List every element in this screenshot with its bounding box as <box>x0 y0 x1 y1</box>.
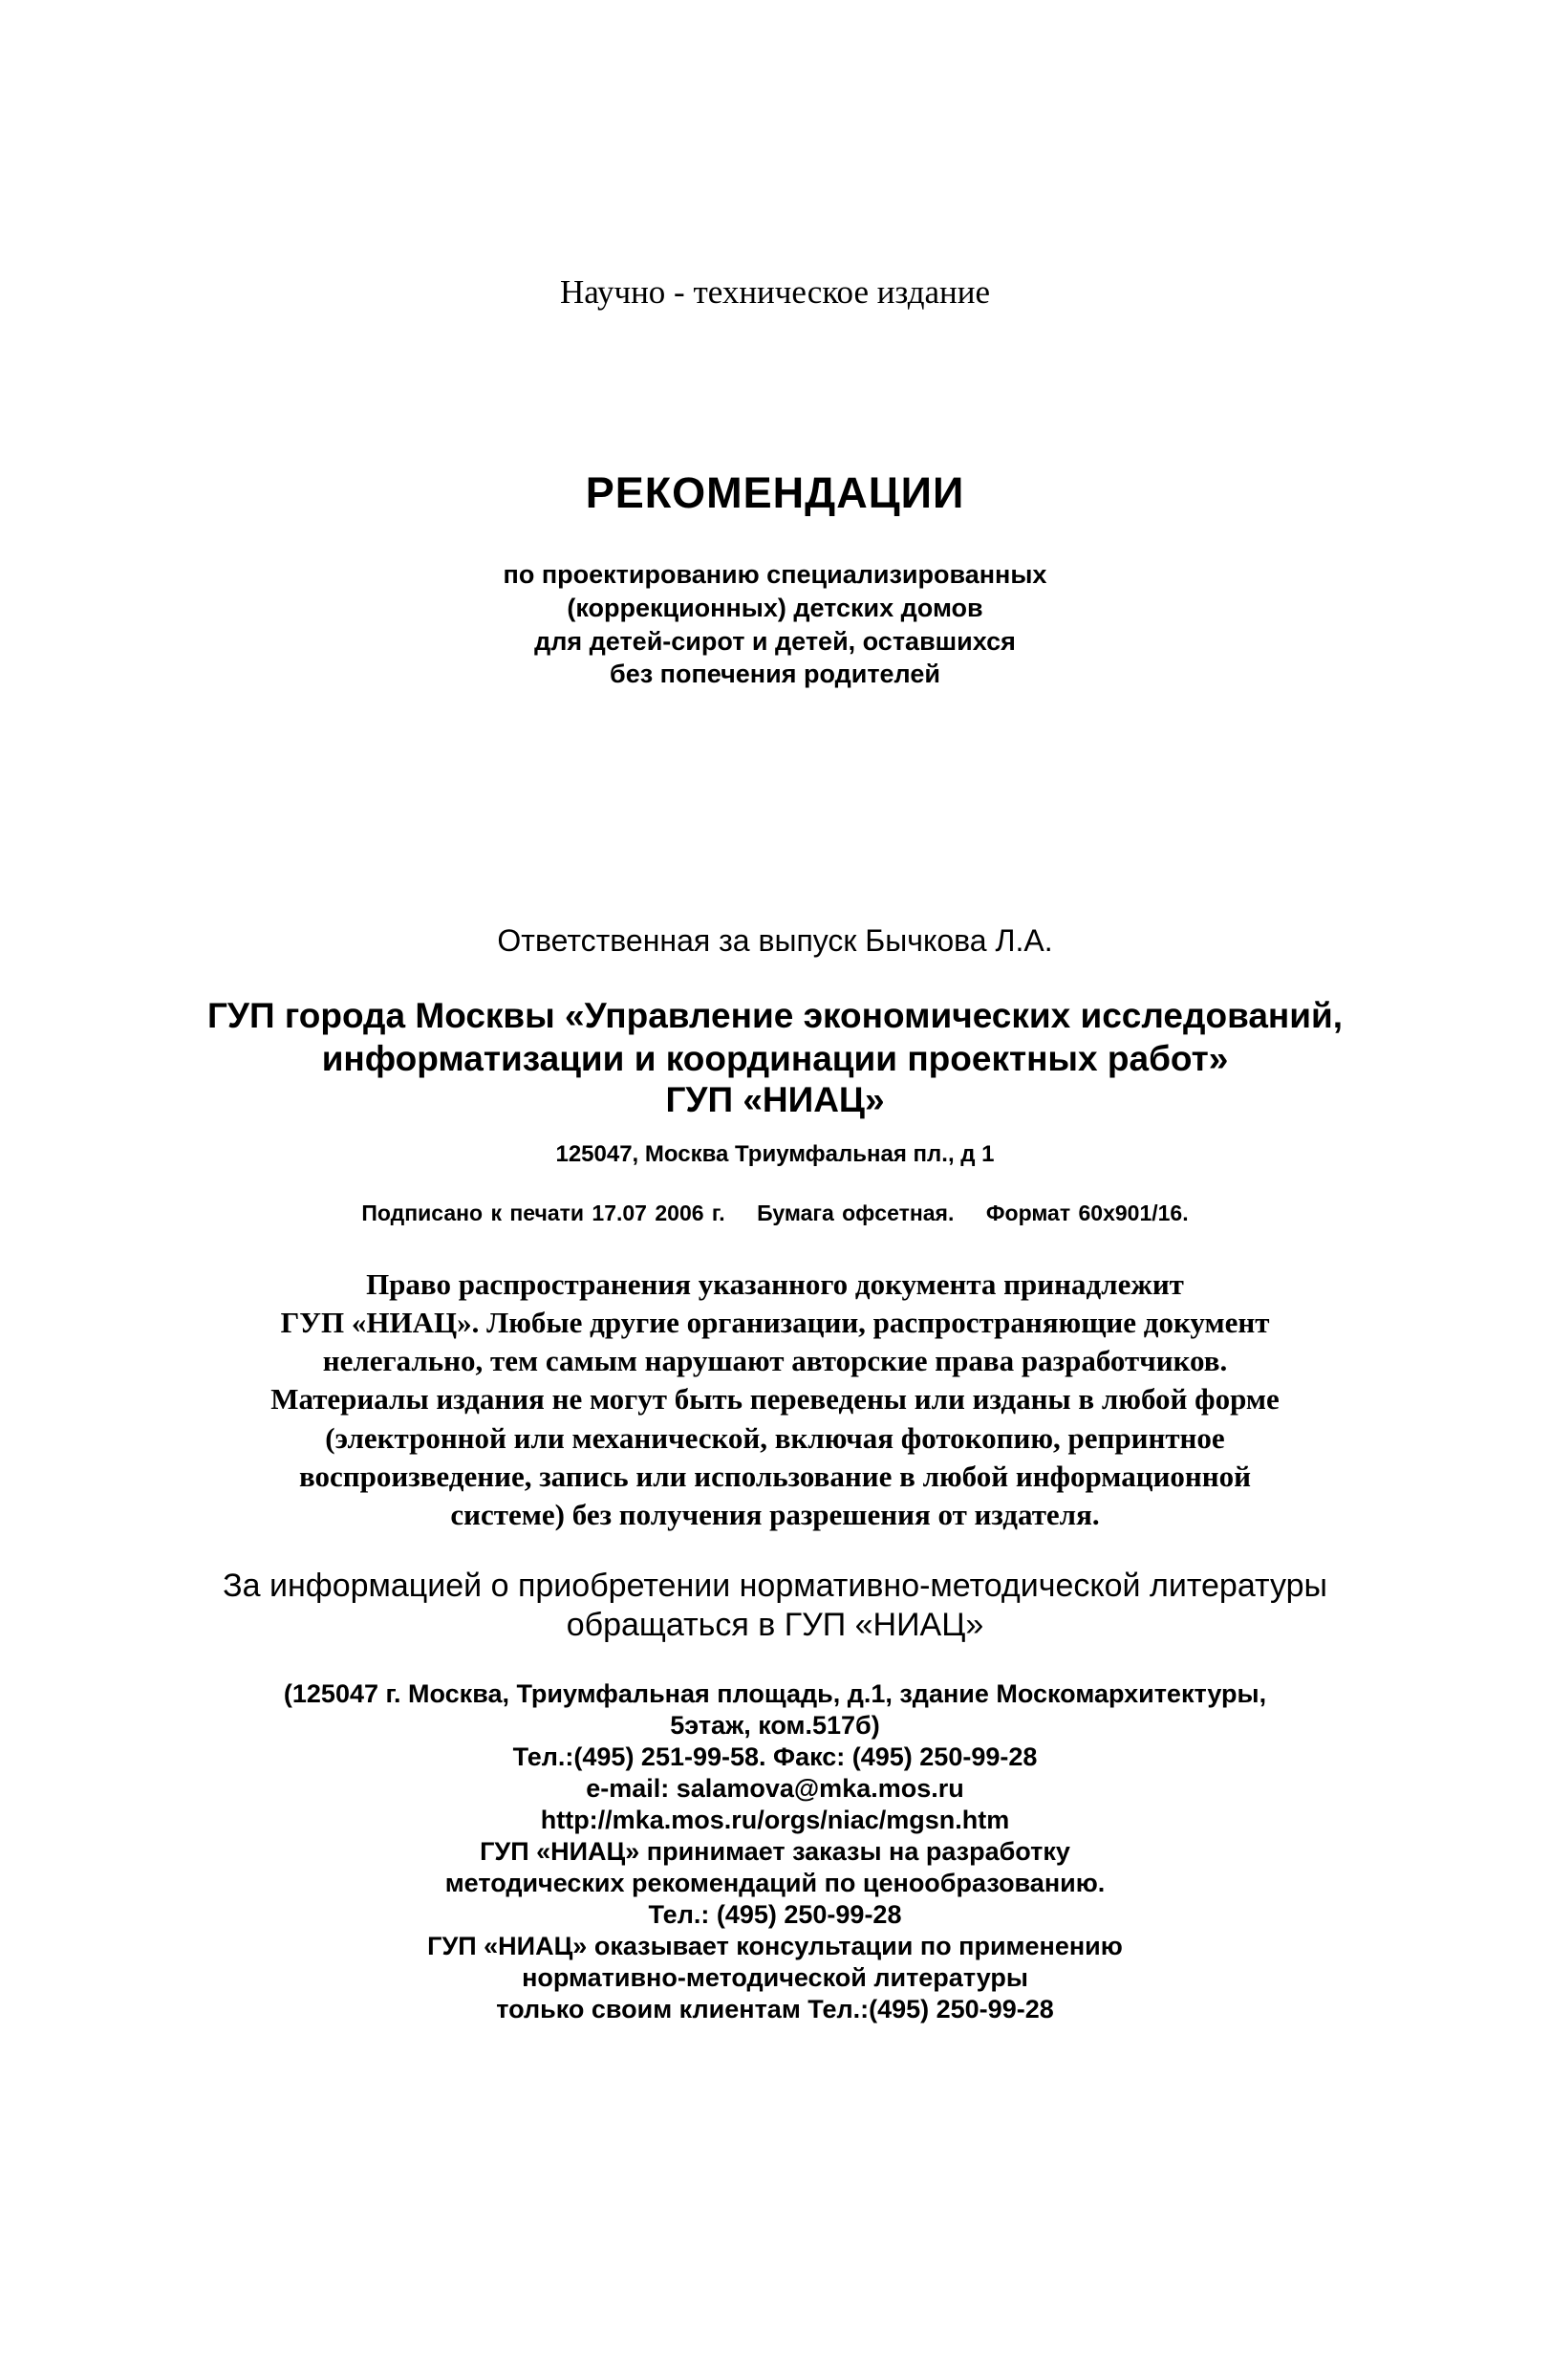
print-details <box>0 1201 1550 1226</box>
paper-type: Бумага офсетная. <box>757 1201 955 1225</box>
contact-line: (125047 г. Москва, Триумфальная площадь, д.1, здание Москомархитектуры, <box>283 1679 1267 1708</box>
subtitle-line: (коррекционных) детских домов <box>567 594 983 622</box>
document-title: РЕКОМЕНДАЦИИ <box>585 468 965 517</box>
contact-phone-fax: Тел.:(495) 251-99-58. Факс: (495) 250-99-28 <box>512 1742 1038 1771</box>
copyright-line: Право распространения указанного документа принадлежит <box>366 1267 1184 1301</box>
subtitle-line: по проектированию специализированных <box>503 560 1047 589</box>
info-line: обращаться в ГУП «НИАЦ» <box>566 1607 984 1643</box>
contact-line: ГУП «НИАЦ» оказывает консультации по применению <box>427 1932 1123 1960</box>
copyright-line: воспроизведение, запись или использование в любой информационной <box>298 1460 1252 1493</box>
publisher-line: информатизации и координации проектных работ» <box>321 1039 1229 1078</box>
contact-line: методических рекомендаций по ценообразованию. <box>444 1869 1106 1897</box>
info-line: За информацией о приобретении нормативно-методической литературы <box>223 1568 1327 1604</box>
contact-line: 5этаж, ком.517б) <box>670 1711 880 1740</box>
publisher-line: ГУП города Москвы «Управление экономических исследований, <box>206 996 1344 1035</box>
contact-line: только своим клиентам Тел.:(495) 250-99-28 <box>496 1995 1054 2023</box>
responsible-editor: Ответственная за выпуск Бычкова Л.А. <box>497 923 1053 958</box>
copyright-line: ГУП «НИАЦ». Любые другие организации, распространяющие документ <box>280 1306 1270 1339</box>
signed-to-print: Подписано к печати 17.07 2006 г. <box>361 1201 725 1225</box>
copyright-line: (электронной или механической, включая фотокопию, репринтное <box>325 1421 1225 1455</box>
contact-phone: Тел.: (495) 250-99-28 <box>648 1900 902 1929</box>
publisher-line: ГУП «НИАЦ» <box>665 1080 885 1119</box>
contact-line: ГУП «НИАЦ» принимает заказы на разработку <box>480 1837 1070 1866</box>
publisher-address: 125047, Москва Триумфальная пл., д 1 <box>555 1141 995 1167</box>
copyright-line: системе) без получения разрешения от издателя. <box>450 1498 1100 1531</box>
contact-line: нормативно-методической литературы <box>522 1963 1028 1992</box>
subtitle-line: без попечения родителей <box>610 660 940 688</box>
subtitle-line: для детей-сирот и детей, оставшихся <box>534 627 1016 656</box>
copyright-line: Материалы издания не могут быть переведены или изданы в любой форме <box>270 1382 1280 1416</box>
contact-email: e-mail: salamova@mka.mos.ru <box>586 1774 964 1803</box>
copyright-line: нелегально, тем самым нарушают авторские права разработчиков. <box>322 1344 1228 1377</box>
paper-format: Формат 60x901/16. <box>985 1201 1189 1225</box>
contact-website: http://mka.mos.ru/orgs/niac/mgsn.htm <box>540 1806 1010 1834</box>
edition-type: Научно - техническое издание <box>559 273 991 311</box>
